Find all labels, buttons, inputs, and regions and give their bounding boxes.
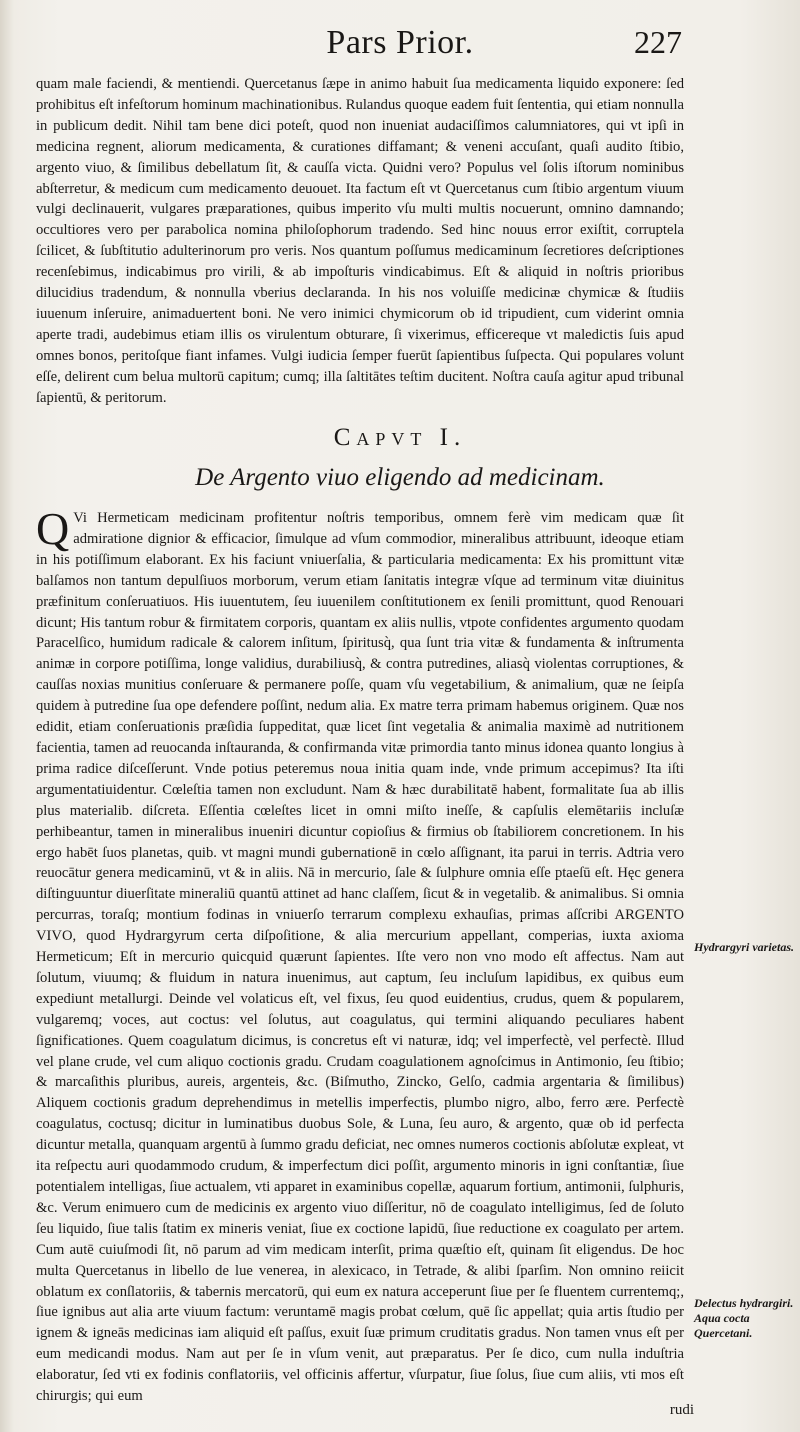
catchword: rudi: [669, 1402, 694, 1418]
drop-cap: Q: [36, 503, 70, 554]
chapter-body: [36, 503, 684, 1407]
chapter-title: Capvt I.: [333, 424, 467, 451]
page-number: 227: [634, 24, 682, 60]
intro-text: quam male faciendi, & mentiendi. Quercetanus ſæpe in animo habuit ſua medicamenta liquido exponere: ſed prohibitus eſt infeſtorum hominum machinationibus. Rulandus quoque eadem fuit ſententia, qui etiam nonnulla in publicum dedit. Nihil tam bene dici poteſt, quod non inueniat audaciſſimos calumniatores, qui vt ipſi in medicina regnent, aliorum medicamenta, & curationes diffamant; & veneni accuſant, quaſi audito ſtibio, argento viuo, & ſimilibus debellatum ſit, & cauſſa victa. Quidni vero? Populus vel ſolis iſtorum nominibus abſterretur, & medicum cum medicamento deuouet. Ita factum eſt vt Quercetanus cum ſtibio argentum viuum vulgi declinauerit, vulgares præparationes, quibus imperito vſu multi multis nocuerunt, omnino damnando; occultiores vero per parabolica nomina philoſophorum tradendo. Sed hinc nouus error exiſtit, corruptela ſcilicet, & ſubſtitutio adulterinorum pro veris. Nos quantum poſſumus medicaminum ſecretiores deſcriptiones recenſebimus, indicabimus pro virili, & ab impoſturis vindicabimus. Eſt & aliquid in noſtris prioribus dilucidius tradendum, & nonnulla vberius declaranda. In his nos voluiſſe medicinæ chymicæ & ſtudiis iuuenum inſeruire, animaduertent boni. Ne vero inimici chymicorum ob id tripudient, cum viderint omnia aperte tradi, audebimus etiam illis os virulentum obturare, ſi vixerimus, efficereque vt maledictis ſuis apud omnes bonos, peritoſque fiant infames. Vulgi iudicia ſemper fuerūt ſapientibus ſuſpecta. Qui populares volunt eſſe, delirent cum belua multorū capitum; cumq; illa ſaltitātes teſtim ducitent. Noſtra cauſa agitur apud tribunal ſapientū, & peritorum.: [36, 76, 684, 406]
margin-note-hydrargyri-varietas: Hydrargyri varietas.: [694, 940, 794, 954]
chapter-subtitle: De Argento viuo eligendo ad medicinam.: [195, 464, 605, 491]
page-header: [0, 20, 800, 68]
body-text: Vi Hermeticam medicinam profitentur noſtris temporibus, omnem ferè vim medicam quæ ſit admiratione dignior & efficacior, ſimulque ad vſum commodior, mineralibus attribuunt, ideoque etiam in his potiſſimum elaborant. Ex his faciunt vniuerſalia, & particularia medicamenta: Ex his promittunt vitæ balſamos non tantum depulſiuos morborum, verum etiam ſanitatis integræ vſque ad terminum vitæ diuinitus præfinitum conſeruatiuos. His iuuentutem, ſeu iuuenilem conſtitutionem ex ſenili promittunt, quod Renouari dicunt; His tantum robur & firmitatem corporis, quantam ex aliis nullis, vtpote confidentes argumento quodam Paracelſico, humidum radicale & calorem inſitum, ſpiritusq̀, qua ſunt tria vitæ & fundamenta & inſtrumenta animæ in corpore potiſſima, longe validius, durabiliusq̀, & contra putredines, aliasq̀ violentas corruptiones, & cauſſas noxias munitius conſeruare & permanere poſſe, quam vſu vegetabilium, & animalium, quæ ne ſeipſa quidem à putredine ſua ope defendere poſſint, nedum alia. Ex matre terra primam habemus originem. Quæ nos edidit, etiam conſeruationis præſidia ſuppeditat, quæ licet ſint vegetalia & animalia maximè ad nutritionem facientia, tamen ad reuocanda inſtauranda, & confirmanda vitæ primordia tanto minus idonea quanto longius à prima radice diſceſſerunt. Vnde potius peteremus noua initia quam inde, vnde primum accepimus? Ita iſti argumentatiuidentur. Cœleſtia tamen non excludunt. Nam & hæc durabilitatē habent, formalitate ſua ab illis plus materialib. diſcreta. Eſſentia cœleſtes licet in omni miſto ineſſe, & capſulis elemētariis incluſæ perhibeantur, tamen in mineralibus inueniri dicuntur copioſius & firmius ob ſtabiliorem concretionem. In his ergo habēt ſuos planetas, quib. vt magni mundi gubernationē in cœlo aſſignant, ita parui in terris. Adtria vero reuocātur genera medicaminū, vt & in aliis. Nā in mercurio, ſale & ſulphure omnia eſſe ptaeſū eſt. Hęc genera diſtinguuntur diuerſitate mineraliū quantū attinet ad hanc claſſem, ſicut & in vegetalib. & animalibus. Si omnia percurras, toraſq; montium fodinas in vniuerſo terrarum complexu exhauſias, primas aſſcribi ARGENTO VIVO, quod Hydrargyrum certa diſpoſitione, & alia mercurium appellant, comperias, iuxta axioma Hermeticum; Eſt in mercurio quicquid quærunt ſapientes. Iſte vero non vno modo eſt affectus. Nam aut ſolutum, viuumq; & fluidum in natura inuenimus, aut captum, ſeu incluſum lapidibus, ex quibus eum expediunt metallurgi. Deinde vel volaticus eſt, vel fixus, ſeu quod euidentius, crudus, quem & popularem, vulgaremq; voces, aut coctus: vel ſolutus, aut coagulatus, qui termini aliquando peculiares habent ſignificationes. Quem coagulatum dicimus, is concretus eſt vi naturæ, idq; vel imperfectè, vel perfectè. Illud vel plane crude, vel cum aliquo coctionis gradu. Crudam coagulationem agnoſcimus in Antimonio, ſeu ſtibio; & marcaſithis pluribus, aureis, argenteis, &c. (Biſmutho, Zincko, Gelſo, cadmia argentaria & ſimilibus) Aliquem coctionis gradum deprehendimus in metellis imperfectis, plumbo nigro, albo, ferro ære. Perfectè coagulatus, coctusq; dicitur in luminatibus duobus Sole, & Luna, ſeu auro, & argento, quæ ob id perfecta dicuntur metalla, quanquam argentū à ſummo gradu deficiat, nec omnes numeros coctionis abſolutæ expleat, vt ita reſpectu auri quodammodo crudum, & imperfectum dici poſſit, argumento minoris in igni conſtantiæ, ſiue potentialem intelligas, ſiue actualem, vti apparet in examinibus copellæ, aquarum fortium, antimonii, ſulphuris, &c. Verum enimuero cum de medicinis ex argento viuo diſſeritur, nō de coagulato intelligimus, ſed de ſoluto ſeu liquido, ſiue talis ſtatim ex mineris veniat, ſiue ex coctione lapidū, ſiue reductione ex coagulato per artem. Cum autē cuiuſmodi ſit, nō parum ad vim medicam interſit, prima quæſtio eſt, quinam ſit eligendus. De hoc multa Quercetanus in libello de lue venerea, in alexicaco, in Tetrade, & alibi ſparſim. Non omnino reiicit oblatum ex conſlatoriis, & tabernis mercatorū, qui eum ex natura acceperunt ſiue per ſe fluentem currentemq;, ſiue ignibus aut alia arte viuum factum: veruntamē magis probat cœlum, quē ſic appellat; quia artis ſtudio per ignem & igneās medicinas iam aliquid eſt paſſus, exuit ſuæ primum cruditatis gradus. Non tamen vnus eſt per eum medicandi modus. Nam aut per ſe in vſum venit, aut præparatus. Per ſe dico, cum nulla induſtria elaboratur, ſed vti ex fodinis conflatoriis, vel officinis affertur, vſurpatur, ſiue ſolus, ſiue cum aliis, vti mos eſt chirurgis; qui eum: [36, 510, 684, 1405]
margin-note-delectus: Delectus hydrargiri. Aqua cocta Quercetani.: [694, 1296, 794, 1340]
intro-paragraph: [36, 74, 684, 409]
running-head: Pars Prior.: [326, 24, 474, 61]
